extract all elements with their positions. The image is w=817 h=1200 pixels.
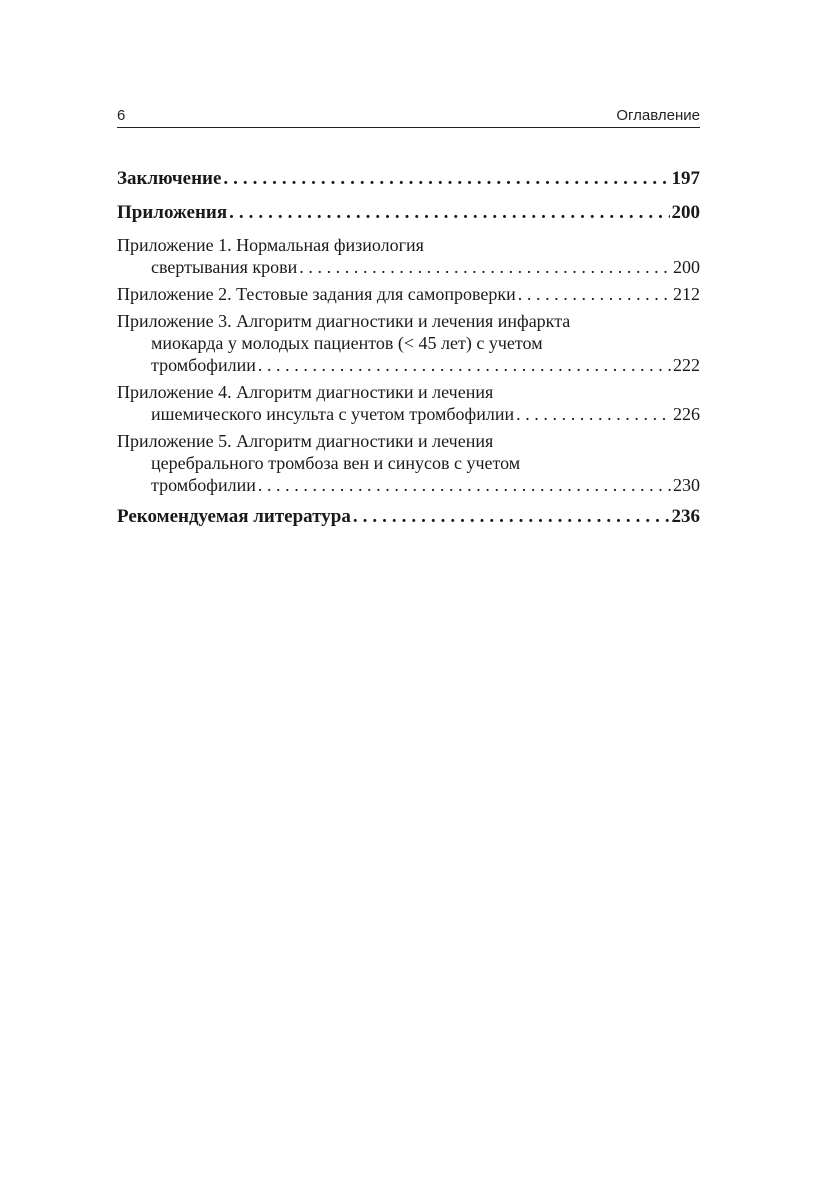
- toc-entry-appendices: [117, 200, 700, 226]
- toc-entry-title-line: тромбофилии: [151, 475, 256, 495]
- toc-entry-title-line: тромбофилии: [151, 355, 256, 375]
- toc-entry-title-line: Приложение 2. Тестовые задания для самопроверки: [117, 284, 516, 304]
- toc-entry-title: Рекомендуемая литература: [117, 506, 351, 527]
- toc-entry-title-line: церебрального тромбоза вен и синусов с учетом: [151, 453, 521, 473]
- toc-entry-title: Приложения: [117, 202, 228, 223]
- toc-entry-page: 226: [673, 404, 700, 424]
- dot-leader: [258, 354, 671, 376]
- toc-entry-page: 230: [673, 475, 700, 495]
- toc-entry-title-line: Приложение 3. Алгоритм диагностики и лечения инфаркта: [117, 311, 571, 331]
- section-title: Оглавление: [616, 107, 700, 124]
- toc-entry-appendix-4: [117, 381, 700, 425]
- dot-leader: [518, 283, 671, 305]
- dot-leader: [229, 200, 669, 226]
- toc-entry-title-line: Приложение 5. Алгоритм диагностики и лечения: [117, 431, 494, 451]
- dot-leader: [516, 403, 671, 425]
- toc-entry-appendix-5: [117, 430, 700, 496]
- toc-entry-page: 197: [671, 168, 700, 189]
- toc-entry-references: [117, 504, 700, 530]
- dot-leader: [353, 504, 670, 530]
- toc-entry-title-line: свертывания крови: [151, 257, 298, 277]
- toc-entry-title-line: ишемического инсульта с учетом тромбофилии: [151, 404, 515, 424]
- toc-entry-page: 212: [673, 284, 700, 304]
- toc-entry-page: 200: [673, 257, 700, 277]
- toc-entry-appendix-3: [117, 310, 700, 376]
- toc-entry-appendix-2: [117, 283, 700, 305]
- toc-entry-title-line: миокарда у молодых пациентов (< 45 лет) с учетом: [151, 333, 543, 353]
- toc-entry-page: 200: [671, 202, 700, 223]
- toc-entry-title-line: Приложение 4. Алгоритм диагностики и лечения: [117, 382, 494, 402]
- dot-leader: [299, 256, 671, 278]
- toc-entry-title: Заключение: [117, 168, 222, 189]
- toc-entry-title-line: Приложение 1. Нормальная физиология: [117, 235, 424, 255]
- page-number: 6: [117, 107, 126, 124]
- dot-leader: [258, 474, 671, 496]
- running-header: [117, 105, 700, 128]
- toc-entry-conclusion: [117, 166, 700, 192]
- toc-entry-page: 222: [673, 355, 700, 375]
- toc-entry-page: 236: [671, 506, 700, 527]
- dot-leader: [223, 166, 669, 192]
- toc-entry-appendix-1: [117, 234, 700, 278]
- table-of-contents: [117, 166, 700, 530]
